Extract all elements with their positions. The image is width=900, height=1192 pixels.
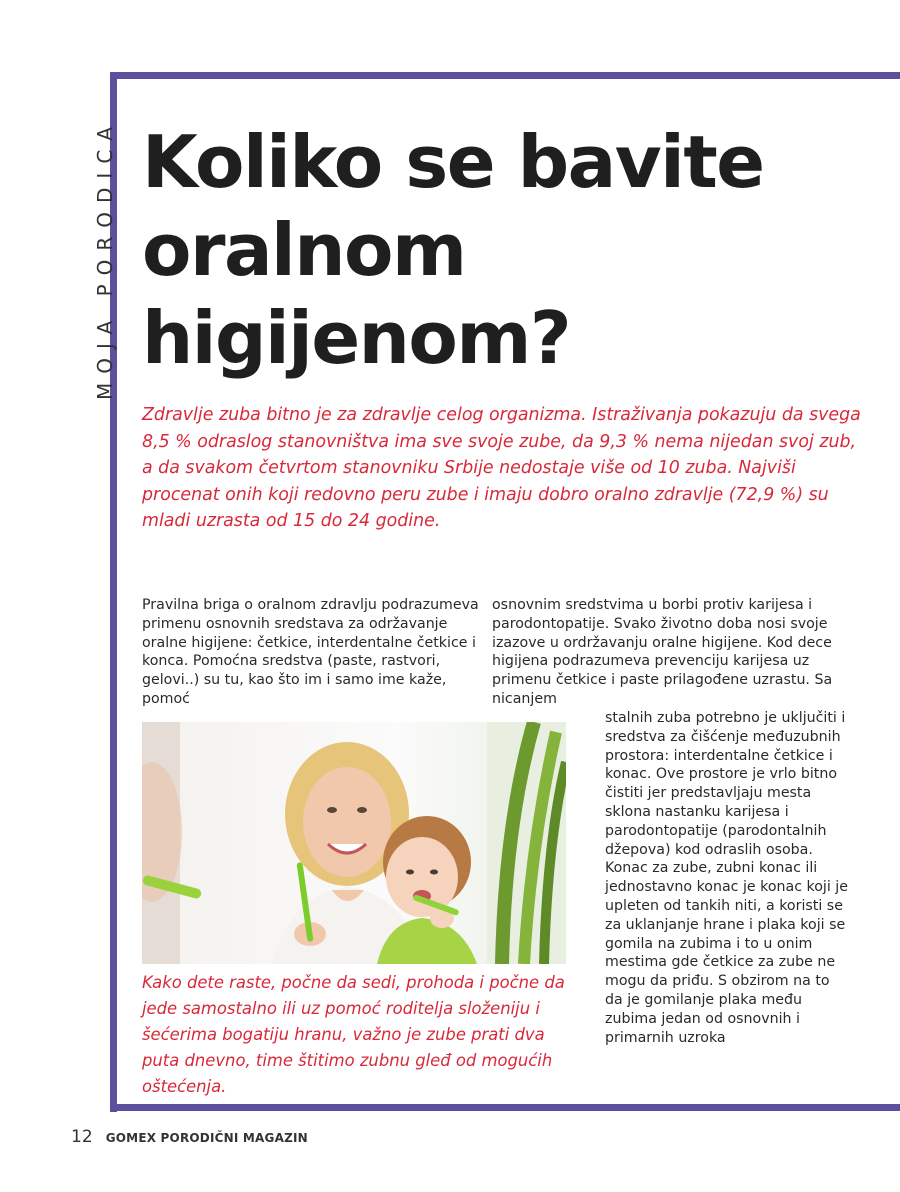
section-label: MOJA PORODICA xyxy=(93,118,117,400)
body-paragraph: osnovnim sredstvima u borbi protiv karijesa i parodontopatije. Svako životno doba nosi svoje izazove u ordržavanju oralne higijene. Kod dece higijena podrazumeva prevenciju karijesa uz primenu četkice i paste prilagođene uzrastu. Sa nicanjem xyxy=(492,597,833,707)
photo-mother-child-brushing xyxy=(142,722,566,964)
photo-caption: Kako dete raste, počne da sedi, prohoda i počne da jede samostalno ili uz pomoć roditelja složeniju i šećerima bogatiju hranu, važno je zube prati dva puta dnevno, time štitimo zubnu gleđ od mogućih oštećenja. xyxy=(142,973,565,1096)
page-footer xyxy=(71,1127,308,1147)
magazine-name: GOMEX PORODIČNI MAGAZIN xyxy=(105,1131,308,1145)
article-photo xyxy=(142,722,566,964)
page-number: 12 xyxy=(71,1127,93,1147)
article-title: Koliko se bavite oralnom higijenom? xyxy=(142,120,764,380)
frame-top-border xyxy=(110,72,900,79)
frame-bottom-border xyxy=(110,1104,900,1111)
body-paragraph: Konac za zube, zubni konac ili jednostavno konac je konac koji je upleten od tankih niti, a koristi se za uklanjanje hrane i plaka koji se gomila na zubima i to u onim mestima gde četkice za zube ne mogu da priđu. S obzirom na to da je gomilanje plaka među zubima jedan od osnovnih i primarnih uzroka xyxy=(605,860,848,1046)
body-column-2 xyxy=(492,596,837,709)
body-paragraph: stalnih zuba potrebno je uključiti i sredstva za čišćenje međuzubnih prostora: interdentalne četkice i konac. Ove prostore je vrlo bitno čistiti jer predstavljaju mesta sklona nastanku karijesa i parodontopatije (parodontalnih džepova) kod odraslih osoba. xyxy=(605,710,846,858)
body-paragraph: Pravilna briga o oralnom zdravlju podrazumeva primenu osnovnih sredstava za održavanje oralne higijene: četkice, interdentalne četkice i konca. Pomoćna sredstva (paste, rastvori, gelovi..) su tu, kao što im i samo ime kaže, pomoć xyxy=(142,597,479,707)
article-lead: Zdravlje zuba bitno je za zdravlje celog organizma. Istraživanja pokazuju da svega 8,5 % odraslog stanovništva ima sve svoje zube, da 9,3 % nema nijedan svoj zub, a da svakom četvrtom stanovniku Srbije nedostaje više od 10 zuba. Najviši procenat onih koji redovno peru zube i imaju dobro oralno zdravlje (72,9 %) su mladi uzrasta od 15 do 24 godine. xyxy=(142,405,861,531)
body-column-3 xyxy=(605,709,850,1047)
body-column-1 xyxy=(142,596,487,709)
